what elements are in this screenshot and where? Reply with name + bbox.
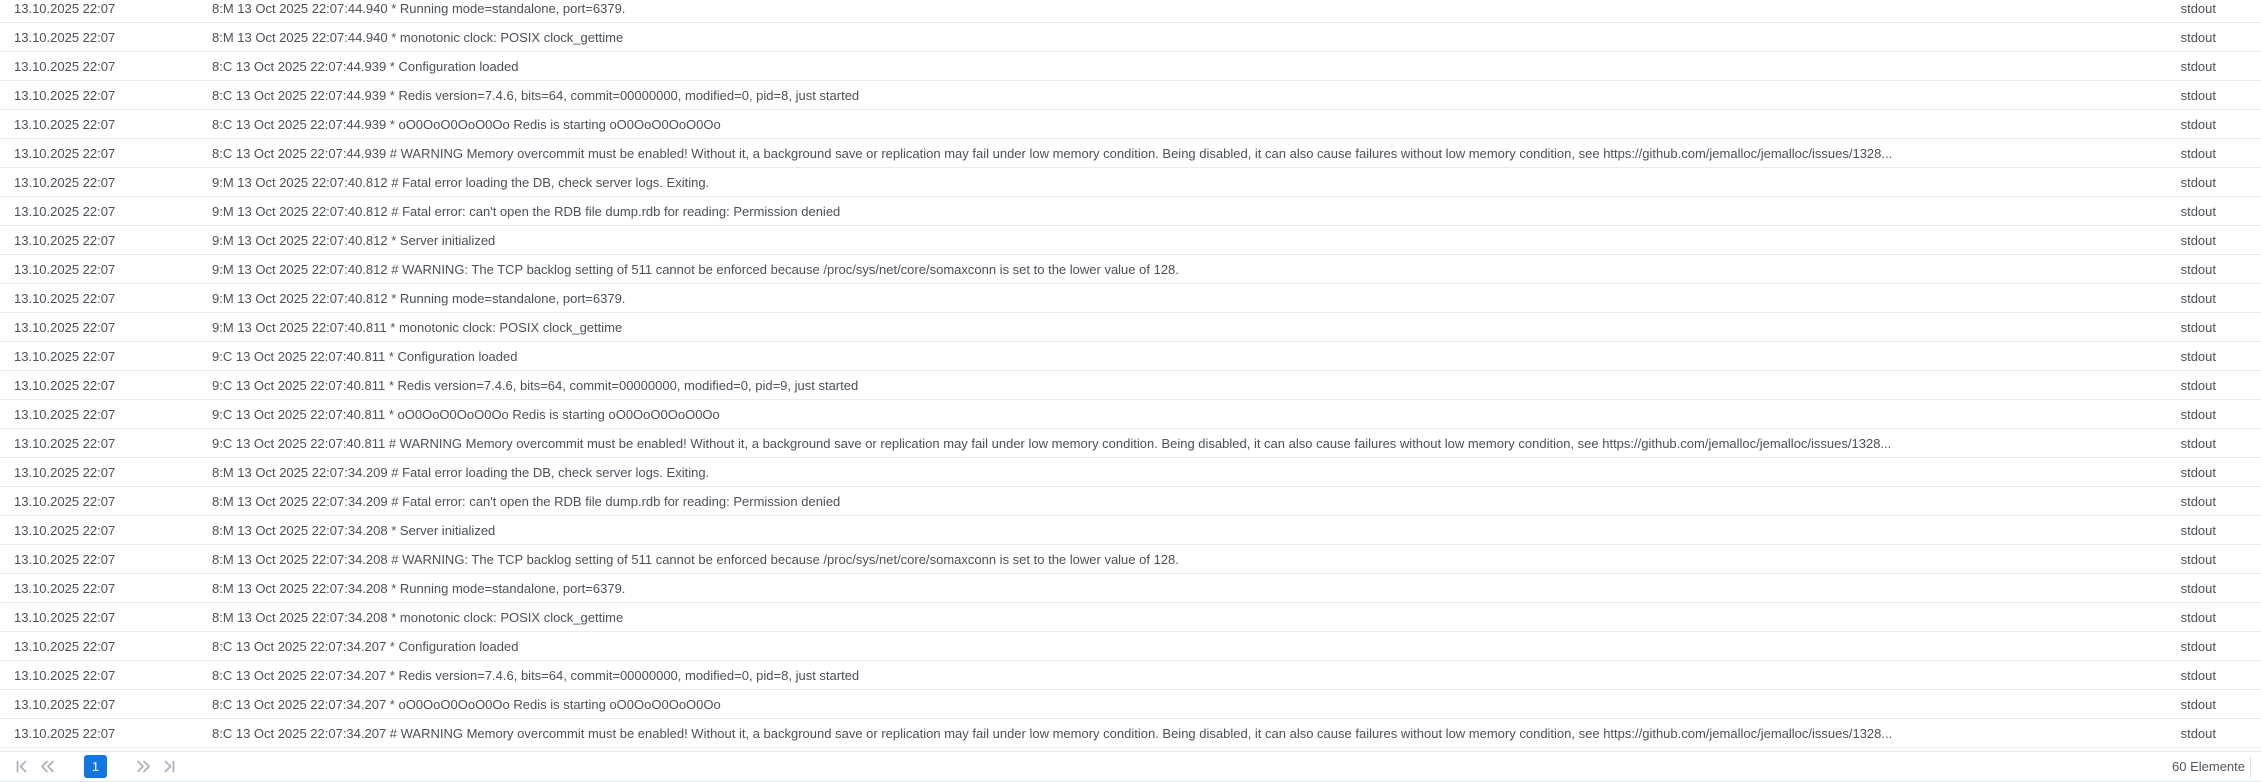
log-time-cell: 13.10.2025 22:07: [14, 349, 116, 364]
log-time-cell: 13.10.2025 22:07: [14, 465, 116, 480]
log-message-cell: 9:C 13 Oct 2025 22:07:40.811 # WARNING Memory overcommit must be enabled! Without it, a background save or replication may fail under low memory condition. Being disabled, it can also cause failures without low memory condition, see https://github.com/jemalloc/jemalloc/issues/1328...: [212, 436, 1892, 451]
log-time-cell: 13.10.2025 22:07: [14, 320, 116, 335]
log-message-cell: 8:C 13 Oct 2025 22:07:44.939 * Configuration loaded: [212, 59, 519, 74]
log-message-cell: 8:M 13 Oct 2025 22:07:34.208 * Server initialized: [212, 523, 496, 538]
log-row[interactable]: [0, 168, 2261, 197]
log-row[interactable]: [0, 23, 2261, 52]
log-source-cell: stdout: [2180, 262, 2216, 277]
first-page-button[interactable]: [14, 755, 29, 779]
log-time-cell: 13.10.2025 22:07: [14, 1, 116, 16]
log-source-cell: stdout: [2180, 320, 2216, 335]
log-message-cell: 9:M 13 Oct 2025 22:07:40.811 * monotonic clock: POSIX clock_gettime: [212, 320, 623, 335]
log-row[interactable]: [0, 603, 2261, 632]
log-time-cell: 13.10.2025 22:07: [14, 407, 116, 422]
log-source-cell: stdout: [2180, 204, 2216, 219]
log-row[interactable]: [0, 632, 2261, 661]
log-message-cell: 8:C 13 Oct 2025 22:07:34.207 * oO0OoO0OoO0Oo Redis is starting oO0OoO0OoO0Oo: [212, 697, 721, 712]
log-message-cell: 8:M 13 Oct 2025 22:07:44.940 * monotonic clock: POSIX clock_gettime: [212, 30, 624, 45]
log-time-cell: 13.10.2025 22:07: [14, 30, 116, 45]
log-time-cell: 13.10.2025 22:07: [14, 581, 116, 596]
log-row[interactable]: [0, 516, 2261, 545]
log-source-cell: stdout: [2180, 146, 2216, 161]
log-source-cell: stdout: [2180, 668, 2216, 683]
log-time-cell: 13.10.2025 22:07: [14, 610, 116, 625]
log-message-cell: 8:C 13 Oct 2025 22:07:34.207 * Redis version=7.4.6, bits=64, commit=00000000, modified=0, pid=8, just started: [212, 668, 860, 683]
log-row[interactable]: [0, 0, 2261, 23]
log-source-cell: stdout: [2180, 407, 2216, 422]
log-source-cell: stdout: [2180, 552, 2216, 567]
log-source-cell: stdout: [2180, 610, 2216, 625]
log-message-cell: 9:M 13 Oct 2025 22:07:40.812 * Running mode=standalone, port=6379.: [212, 291, 626, 306]
log-source-cell: stdout: [2180, 639, 2216, 654]
log-message-cell: 8:M 13 Oct 2025 22:07:34.209 # Fatal error: can't open the RDB file dump.rdb for reading: Permission denied: [212, 494, 841, 509]
log-source-cell: stdout: [2180, 30, 2216, 45]
log-row[interactable]: [0, 429, 2261, 458]
last-page-button[interactable]: [162, 755, 177, 779]
log-message-cell: 8:M 13 Oct 2025 22:07:34.208 * monotonic clock: POSIX clock_gettime: [212, 610, 624, 625]
log-source-cell: stdout: [2180, 465, 2216, 480]
chevron-double-left-icon: [39, 759, 56, 774]
items-count-label: 60 Elemente: [2172, 759, 2245, 774]
log-row[interactable]: [0, 574, 2261, 603]
log-row[interactable]: [0, 139, 2261, 168]
log-time-cell: 13.10.2025 22:07: [14, 697, 116, 712]
log-message-cell: 8:M 13 Oct 2025 22:07:34.208 * Running mode=standalone, port=6379.: [212, 581, 626, 596]
log-message-cell: 9:M 13 Oct 2025 22:07:40.812 * Server initialized: [212, 233, 496, 248]
log-source-cell: stdout: [2180, 436, 2216, 451]
log-time-cell: 13.10.2025 22:07: [14, 668, 116, 683]
log-time-cell: 13.10.2025 22:07: [14, 204, 116, 219]
log-message-cell: 8:M 13 Oct 2025 22:07:34.208 # WARNING: The TCP backlog setting of 511 cannot be enforced because /proc/sys/net/core/somaxconn is set to the lower value of 128.: [212, 552, 1179, 567]
log-source-cell: stdout: [2180, 494, 2216, 509]
log-source-cell: stdout: [2180, 523, 2216, 538]
next-page-button[interactable]: [135, 755, 152, 779]
log-message-cell: 9:M 13 Oct 2025 22:07:40.812 # Fatal error: can't open the RDB file dump.rdb for reading: Permission denied: [212, 204, 841, 219]
log-row[interactable]: [0, 371, 2261, 400]
vertical-divider: [2250, 756, 2251, 778]
log-message-cell: 8:C 13 Oct 2025 22:07:44.939 * oO0OoO0OoO0Oo Redis is starting oO0OoO0OoO0Oo: [212, 117, 721, 132]
last-page-icon: [162, 759, 177, 774]
log-message-cell: 9:M 13 Oct 2025 22:07:40.812 # Fatal error loading the DB, check server logs. Exiting.: [212, 175, 710, 190]
log-time-cell: 13.10.2025 22:07: [14, 523, 116, 538]
log-source-cell: stdout: [2180, 581, 2216, 596]
log-source-cell: stdout: [2180, 117, 2216, 132]
log-row[interactable]: [0, 545, 2261, 574]
log-row[interactable]: [0, 458, 2261, 487]
log-source-cell: stdout: [2180, 697, 2216, 712]
log-time-cell: 13.10.2025 22:07: [14, 117, 116, 132]
log-row[interactable]: [0, 52, 2261, 81]
previous-page-button[interactable]: [39, 755, 56, 779]
log-message-cell: 8:M 13 Oct 2025 22:07:34.209 # Fatal error loading the DB, check server logs. Exiting.: [212, 465, 710, 480]
log-time-cell: 13.10.2025 22:07: [14, 552, 116, 567]
log-message-cell: 9:C 13 Oct 2025 22:07:40.811 * Configuration loaded: [212, 349, 518, 364]
log-source-cell: stdout: [2180, 175, 2216, 190]
log-time-cell: 13.10.2025 22:07: [14, 146, 116, 161]
log-source-cell: stdout: [2180, 88, 2216, 103]
log-time-cell: 13.10.2025 22:07: [14, 175, 116, 190]
log-source-cell: stdout: [2180, 349, 2216, 364]
log-row[interactable]: [0, 110, 2261, 139]
log-message-cell: 8:M 13 Oct 2025 22:07:44.940 * Running mode=standalone, port=6379.: [212, 1, 626, 16]
log-time-cell: 13.10.2025 22:07: [14, 436, 116, 451]
log-source-cell: stdout: [2180, 233, 2216, 248]
log-time-cell: 13.10.2025 22:07: [14, 262, 116, 277]
log-message-cell: 9:C 13 Oct 2025 22:07:40.811 * Redis version=7.4.6, bits=64, commit=00000000, modified=0, pid=9, just started: [212, 378, 859, 393]
log-source-cell: stdout: [2180, 291, 2216, 306]
log-message-cell: 8:C 13 Oct 2025 22:07:34.207 * Configuration loaded: [212, 639, 519, 654]
chevron-double-right-icon: [135, 759, 152, 774]
log-time-cell: 13.10.2025 22:07: [14, 88, 116, 103]
log-time-cell: 13.10.2025 22:07: [14, 291, 116, 306]
pagination-bar: [0, 751, 2261, 782]
log-time-cell: 13.10.2025 22:07: [14, 59, 116, 74]
log-row[interactable]: [0, 81, 2261, 110]
log-row[interactable]: [0, 719, 2261, 748]
first-page-icon: [14, 759, 29, 774]
log-source-cell: stdout: [2180, 726, 2216, 741]
log-source-cell: stdout: [2180, 1, 2216, 16]
log-row[interactable]: [0, 342, 2261, 371]
log-row[interactable]: [0, 690, 2261, 719]
log-time-cell: 13.10.2025 22:07: [14, 378, 116, 393]
log-row[interactable]: [0, 255, 2261, 284]
log-row[interactable]: [0, 400, 2261, 429]
log-message-cell: 8:C 13 Oct 2025 22:07:44.939 * Redis version=7.4.6, bits=64, commit=00000000, modified=0, pid=8, just started: [212, 88, 860, 103]
log-row[interactable]: [0, 284, 2261, 313]
log-row[interactable]: [0, 487, 2261, 516]
log-row[interactable]: [0, 313, 2261, 342]
log-message-cell: 9:M 13 Oct 2025 22:07:40.812 # WARNING: The TCP backlog setting of 511 cannot be enforced because /proc/sys/net/core/somaxconn is set to the lower value of 128.: [212, 262, 1179, 277]
log-source-cell: stdout: [2180, 378, 2216, 393]
log-time-cell: 13.10.2025 22:07: [14, 639, 116, 654]
log-message-cell: 9:C 13 Oct 2025 22:07:40.811 * oO0OoO0OoO0Oo Redis is starting oO0OoO0OoO0Oo: [212, 407, 720, 422]
log-time-cell: 13.10.2025 22:07: [14, 494, 116, 509]
page-1-button[interactable]: 1: [84, 755, 107, 778]
log-row[interactable]: [0, 226, 2261, 255]
log-row[interactable]: [0, 661, 2261, 690]
log-time-cell: 13.10.2025 22:07: [14, 233, 116, 248]
log-message-cell: 8:C 13 Oct 2025 22:07:44.939 # WARNING Memory overcommit must be enabled! Without it, a background save or replication may fail under low memory condition. Being disabled, it can also cause failures without low memory condition, see https://github.com/jemalloc/jemalloc/issues/1328...: [212, 146, 1893, 161]
log-time-cell: 13.10.2025 22:07: [14, 726, 116, 741]
log-row[interactable]: [0, 197, 2261, 226]
log-source-cell: stdout: [2180, 59, 2216, 74]
log-message-cell: 8:C 13 Oct 2025 22:07:34.207 # WARNING Memory overcommit must be enabled! Without it, a background save or replication may fail under low memory condition. Being disabled, it can also cause failures without low memory condition, see https://github.com/jemalloc/jemalloc/issues/1328...: [212, 726, 1893, 741]
